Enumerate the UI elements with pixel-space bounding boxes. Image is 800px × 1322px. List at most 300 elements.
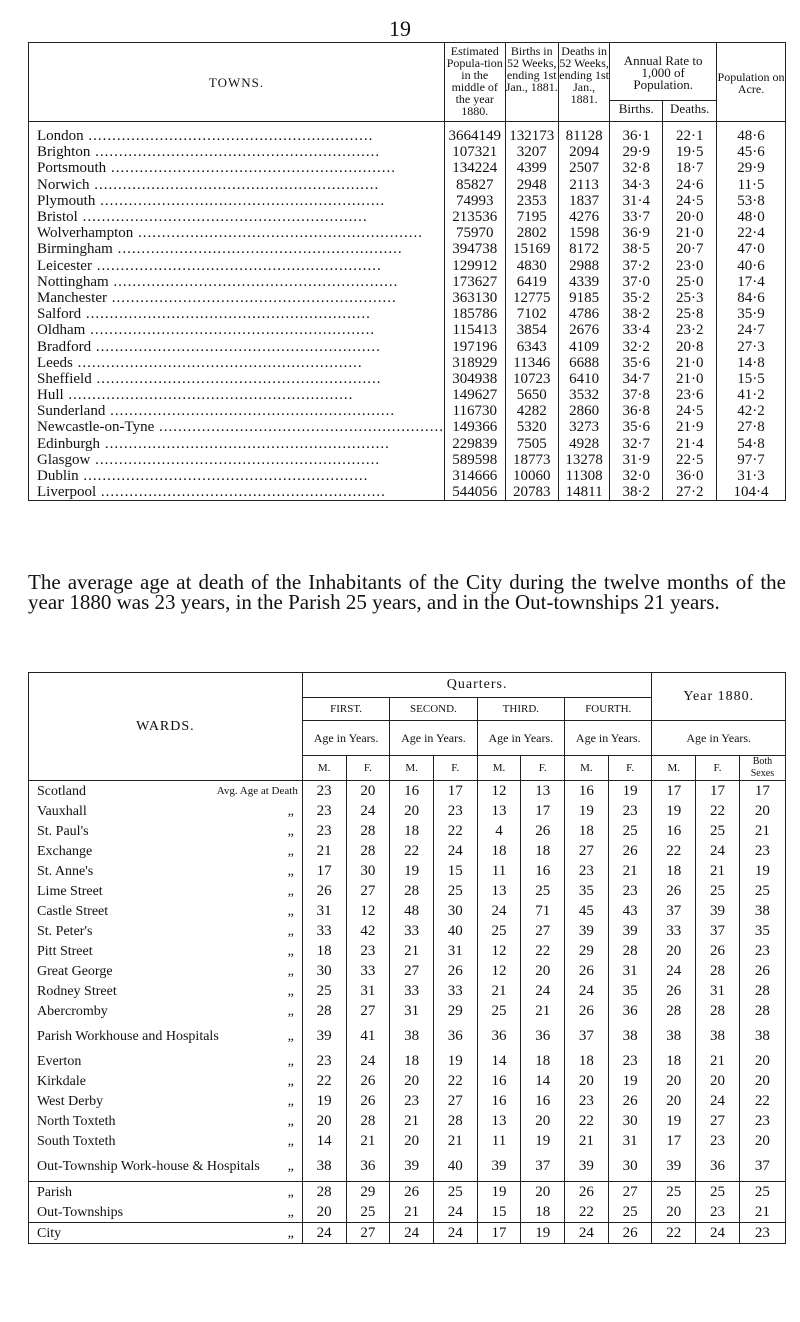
town-row xyxy=(29,209,786,225)
ward-value-cell: 26 xyxy=(565,1001,609,1021)
town-name: Newcastle-on-Tyne ..... xyxy=(37,419,444,435)
town-name-cell xyxy=(29,322,445,338)
ward-row xyxy=(29,1182,786,1203)
header-density: Population on Acre. xyxy=(717,43,786,122)
town-rb-cell: 35·6 xyxy=(610,355,663,371)
ward-value-cell: 18 xyxy=(302,941,346,961)
ward-value-cell: 29 xyxy=(346,1182,390,1203)
ward-name-cell xyxy=(29,901,303,921)
ward-value-cell: 30 xyxy=(433,901,477,921)
ward-value-cell: 36 xyxy=(608,1001,652,1021)
ward-value-cell: 12 xyxy=(477,941,521,961)
town-dens-cell: 104·4 xyxy=(717,484,786,501)
ditto-mark: „ xyxy=(287,803,294,819)
ward-name: Rodney Street xyxy=(37,983,117,999)
town-rb-cell: 35·6 xyxy=(610,419,663,435)
town-pop-cell: 74993 xyxy=(444,193,505,209)
ward-value-cell: 12 xyxy=(477,961,521,981)
ward-value-cell: 20 xyxy=(739,1051,785,1071)
ward-value-cell: 23 xyxy=(608,801,652,821)
town-row xyxy=(29,225,786,241)
ward-value-cell: 4 xyxy=(477,821,521,841)
town-name-cell xyxy=(29,258,445,274)
ward-value-cell: 26 xyxy=(608,841,652,861)
town-dens-cell: 29·9 xyxy=(717,160,786,176)
ward-value-cell: 13 xyxy=(477,801,521,821)
town-pop-cell: 185786 xyxy=(444,306,505,322)
ward-row xyxy=(29,881,786,901)
town-rd-cell: 23·0 xyxy=(663,258,717,274)
ward-value-cell: 18 xyxy=(521,1051,565,1071)
town-name-cell xyxy=(29,290,445,306)
ward-value-cell: 11 xyxy=(477,1131,521,1151)
town-births-cell: 7505 xyxy=(505,436,558,452)
town-rd-cell: 20·0 xyxy=(663,209,717,225)
ward-value-cell: 26 xyxy=(346,1071,390,1091)
ward-value-cell: 25 xyxy=(652,1182,696,1203)
header-f-q1: F. xyxy=(346,756,390,781)
ward-value-cell: 36 xyxy=(433,1021,477,1051)
ward-value-cell: 36 xyxy=(477,1021,521,1051)
ward-value-cell: 28 xyxy=(302,1182,346,1203)
town-dens-cell: 54·8 xyxy=(717,436,786,452)
ward-value-cell: 36 xyxy=(696,1151,740,1182)
town-rb-cell: 32·0 xyxy=(610,468,663,484)
ward-value-cell: 21 xyxy=(696,1051,740,1071)
town-row xyxy=(29,160,786,176)
ward-value-cell: 27 xyxy=(433,1091,477,1111)
town-births-cell: 5650 xyxy=(505,387,558,403)
ward-value-cell: 26 xyxy=(652,981,696,1001)
town-dens-cell: 11·5 xyxy=(717,177,786,193)
ward-value-cell: 27 xyxy=(346,1223,390,1244)
header-third: THIRD. xyxy=(477,698,564,721)
ward-value-cell: 20 xyxy=(652,1202,696,1223)
town-name: Oldham ..... xyxy=(37,322,375,338)
ward-value-cell: 25 xyxy=(739,1182,785,1203)
ward-value-cell: 18 xyxy=(565,821,609,841)
ditto-mark: „ xyxy=(287,843,294,859)
ward-value-cell: 17 xyxy=(433,781,477,802)
town-dens-cell: 47·0 xyxy=(717,241,786,257)
header-f-q2: F. xyxy=(433,756,477,781)
ward-value-cell: 23 xyxy=(565,861,609,881)
town-deaths-cell: 4339 xyxy=(559,274,610,290)
town-rd-cell: 25·0 xyxy=(663,274,717,290)
town-row xyxy=(29,387,786,403)
ward-value-cell: 38 xyxy=(739,1021,785,1051)
ward-value-cell: 17 xyxy=(302,861,346,881)
town-deaths-cell: 6688 xyxy=(559,355,610,371)
town-row xyxy=(29,403,786,419)
town-rd-cell: 24·5 xyxy=(663,403,717,419)
ditto-mark: „ xyxy=(287,943,294,959)
ward-value-cell: 29 xyxy=(433,1001,477,1021)
ward-value-cell: 25 xyxy=(608,821,652,841)
ward-value-cell: 21 xyxy=(739,1202,785,1223)
ward-value-cell: 28 xyxy=(652,1001,696,1021)
ward-value-cell: 26 xyxy=(608,1223,652,1244)
town-rb-cell: 32·7 xyxy=(610,436,663,452)
town-rd-cell: 23·6 xyxy=(663,387,717,403)
town-deaths-cell: 3273 xyxy=(559,419,610,435)
ward-name: Abercromby xyxy=(37,1003,108,1019)
town-pop-cell: 304938 xyxy=(444,371,505,387)
town-births-cell: 2802 xyxy=(505,225,558,241)
town-pop-cell: 149627 xyxy=(444,387,505,403)
ward-value-cell: 26 xyxy=(346,1091,390,1111)
header-m-q3: M. xyxy=(477,756,521,781)
town-dens-cell: 48·0 xyxy=(717,209,786,225)
towns-table-body xyxy=(29,122,786,501)
ward-value-cell: 30 xyxy=(608,1151,652,1182)
town-births-cell: 5320 xyxy=(505,419,558,435)
town-dens-cell: 15·5 xyxy=(717,371,786,387)
ward-value-cell: 22 xyxy=(696,801,740,821)
ward-value-cell: 19 xyxy=(608,781,652,802)
ward-value-cell: 28 xyxy=(390,881,434,901)
town-name: Plymouth ..... xyxy=(37,193,385,209)
town-pop-cell: 75970 xyxy=(444,225,505,241)
town-deaths-cell: 4786 xyxy=(559,306,610,322)
ward-value-cell: 28 xyxy=(346,841,390,861)
town-row xyxy=(29,274,786,290)
ward-value-cell: 23 xyxy=(739,841,785,861)
town-name: Wolverhampton ..... xyxy=(37,225,423,241)
town-pop-cell: 134224 xyxy=(444,160,505,176)
town-deaths-cell: 4109 xyxy=(559,338,610,354)
town-rb-cell: 36·8 xyxy=(610,403,663,419)
ward-value-cell: 20 xyxy=(521,961,565,981)
ward-value-cell: 25 xyxy=(302,981,346,1001)
ward-row xyxy=(29,961,786,981)
ward-name: Lime Street xyxy=(37,883,103,899)
ward-value-cell: 19 xyxy=(521,1131,565,1151)
town-dens-cell: 35·9 xyxy=(717,306,786,322)
town-births-cell: 2948 xyxy=(505,177,558,193)
town-rb-cell: 29·9 xyxy=(610,144,663,160)
town-births-cell: 7102 xyxy=(505,306,558,322)
town-name: Bradford ..... xyxy=(37,339,381,355)
town-pop-cell: 107321 xyxy=(444,144,505,160)
ward-name-cell xyxy=(29,981,303,1001)
ward-value-cell: 23 xyxy=(739,1223,785,1244)
town-name: Sheffield ..... xyxy=(37,371,381,387)
ward-value-cell: 16 xyxy=(477,1071,521,1091)
header-f-q5: F. xyxy=(696,756,740,781)
ditto-mark: „ xyxy=(287,1133,294,1149)
ward-value-cell: 16 xyxy=(652,821,696,841)
header-m-q2: M. xyxy=(390,756,434,781)
header-m-q4: M. xyxy=(565,756,609,781)
town-rd-cell: 21·0 xyxy=(663,225,717,241)
town-deaths-cell: 9185 xyxy=(559,290,610,306)
town-rb-cell: 31·4 xyxy=(610,193,663,209)
ward-value-cell: 31 xyxy=(433,941,477,961)
town-row xyxy=(29,371,786,387)
town-pop-cell: 116730 xyxy=(444,403,505,419)
ward-value-cell: 28 xyxy=(346,821,390,841)
ward-value-cell: 30 xyxy=(302,961,346,981)
ward-value-cell: 39 xyxy=(390,1151,434,1182)
town-pop-cell: 394738 xyxy=(444,241,505,257)
town-deaths-cell: 2113 xyxy=(559,177,610,193)
ward-name-cell xyxy=(29,941,303,961)
town-dens-cell: 45·6 xyxy=(717,144,786,160)
town-dens-cell: 24·7 xyxy=(717,322,786,338)
town-rd-cell: 19·5 xyxy=(663,144,717,160)
ward-value-cell: 21 xyxy=(302,841,346,861)
town-deaths-cell: 1837 xyxy=(559,193,610,209)
town-dens-cell: 84·6 xyxy=(717,290,786,306)
ward-value-cell: 20 xyxy=(346,781,390,802)
ditto-mark: „ xyxy=(287,1003,294,1019)
ward-name-cell xyxy=(29,821,303,841)
ward-name: Vauxhall xyxy=(37,803,87,819)
ward-name: South Toxteth xyxy=(37,1133,116,1149)
ditto-mark: „ xyxy=(287,1184,294,1200)
ward-value-cell: 43 xyxy=(608,901,652,921)
town-rb-cell: 37·8 xyxy=(610,387,663,403)
ward-name: Parish xyxy=(37,1184,72,1200)
ward-value-cell: 18 xyxy=(565,1051,609,1071)
ward-value-cell: 14 xyxy=(477,1051,521,1071)
ward-value-cell: 24 xyxy=(652,961,696,981)
ward-name: Parish Workhouse and Hospitals xyxy=(37,1028,219,1044)
town-name-cell xyxy=(29,419,445,435)
ward-value-cell: 38 xyxy=(608,1021,652,1051)
town-rd-cell: 22·1 xyxy=(663,122,717,145)
ward-value-cell: 21 xyxy=(608,861,652,881)
ward-value-cell: 28 xyxy=(433,1111,477,1131)
header-towns: TOWNS. xyxy=(29,43,445,122)
town-deaths-cell: 3532 xyxy=(559,387,610,403)
town-row xyxy=(29,338,786,354)
town-name: Liverpool ..... xyxy=(37,484,386,500)
town-rd-cell: 25·8 xyxy=(663,306,717,322)
town-name: Hull ..... xyxy=(37,387,353,403)
town-births-cell: 4399 xyxy=(505,160,558,176)
ward-value-cell: 25 xyxy=(696,881,740,901)
ward-value-cell: 20 xyxy=(739,801,785,821)
town-births-cell: 7195 xyxy=(505,209,558,225)
ward-value-cell: 22 xyxy=(739,1091,785,1111)
ward-value-cell: 38 xyxy=(739,901,785,921)
ward-value-cell: 39 xyxy=(652,1151,696,1182)
town-rb-cell: 32·8 xyxy=(610,160,663,176)
ward-value-cell: 21 xyxy=(477,981,521,1001)
ward-value-cell: 31 xyxy=(390,1001,434,1021)
ward-row xyxy=(29,1001,786,1021)
ward-value-cell: 23 xyxy=(739,941,785,961)
ward-value-cell: 23 xyxy=(346,941,390,961)
ward-value-cell: 24 xyxy=(433,1223,477,1244)
ward-name-cell xyxy=(29,961,303,981)
ward-row xyxy=(29,821,786,841)
town-pop-cell: 3664149 xyxy=(444,122,505,145)
average-age-paragraph: The average age at death of the Inhabitants of the City during the twelve months of the year 1880 was 23 years, in the Parish 25 years, and in the Out-townships 21 years. xyxy=(28,570,786,614)
ward-value-cell: 11 xyxy=(477,861,521,881)
ward-name-cell xyxy=(29,1151,303,1182)
ward-value-cell: 27 xyxy=(390,961,434,981)
ward-value-cell: 39 xyxy=(302,1021,346,1051)
ward-value-cell: 25 xyxy=(696,1182,740,1203)
ward-value-cell: 24 xyxy=(302,1223,346,1244)
town-rd-cell: 21·4 xyxy=(663,436,717,452)
ward-value-cell: 19 xyxy=(433,1051,477,1071)
ward-name-cell xyxy=(29,1223,303,1244)
town-rd-cell: 27·2 xyxy=(663,484,717,501)
ditto-mark: „ xyxy=(287,923,294,939)
ward-value-cell: 20 xyxy=(390,1071,434,1091)
town-rb-cell: 33·7 xyxy=(610,209,663,225)
town-dens-cell: 27·8 xyxy=(717,419,786,435)
ward-value-cell: 16 xyxy=(521,1091,565,1111)
ward-value-cell: 13 xyxy=(477,1111,521,1131)
town-name-cell xyxy=(29,387,445,403)
ward-value-cell: 39 xyxy=(565,1151,609,1182)
town-name: Norwich ..... xyxy=(37,177,379,193)
page-number: 19 xyxy=(389,16,411,41)
town-name-cell xyxy=(29,468,445,484)
ward-value-cell: 25 xyxy=(696,821,740,841)
ward-value-cell: 19 xyxy=(739,861,785,881)
ward-name: North Toxteth xyxy=(37,1113,116,1129)
header-quarters: Quarters. xyxy=(302,673,652,698)
ward-value-cell: 17 xyxy=(477,1223,521,1244)
ward-value-cell: 37 xyxy=(696,921,740,941)
town-row xyxy=(29,452,786,468)
header-m-q5: M. xyxy=(652,756,696,781)
town-rb-cell: 34·3 xyxy=(610,177,663,193)
ward-row xyxy=(29,901,786,921)
ward-value-cell: 28 xyxy=(346,1111,390,1131)
ward-value-cell: 25 xyxy=(433,881,477,901)
ward-value-cell: 37 xyxy=(521,1151,565,1182)
ward-value-cell: 33 xyxy=(652,921,696,941)
town-rd-cell: 23·2 xyxy=(663,322,717,338)
ward-name: Everton xyxy=(37,1053,82,1069)
ward-value-cell: 24 xyxy=(565,981,609,1001)
town-name: Dublin ..... xyxy=(37,468,368,484)
town-pop-cell: 129912 xyxy=(444,258,505,274)
ward-row xyxy=(29,861,786,881)
town-name: Salford ..... xyxy=(37,306,371,322)
ward-value-cell: 24 xyxy=(696,1091,740,1111)
town-name: Leicester ..... xyxy=(37,258,382,274)
ward-value-cell: 20 xyxy=(302,1111,346,1131)
town-births-cell: 3207 xyxy=(505,144,558,160)
ward-value-cell: 23 xyxy=(302,821,346,841)
town-row xyxy=(29,193,786,209)
ward-value-cell: 20 xyxy=(390,801,434,821)
town-rd-cell: 36·0 xyxy=(663,468,717,484)
ward-value-cell: 28 xyxy=(302,1001,346,1021)
town-dens-cell: 40·6 xyxy=(717,258,786,274)
ward-value-cell: 21 xyxy=(565,1131,609,1151)
ward-value-cell: 28 xyxy=(696,961,740,981)
ward-value-cell: 27 xyxy=(346,1001,390,1021)
ward-value-cell: 20 xyxy=(521,1182,565,1203)
town-name-cell xyxy=(29,452,445,468)
town-row xyxy=(29,306,786,322)
ward-value-cell: 26 xyxy=(652,881,696,901)
ward-value-cell: 36 xyxy=(346,1151,390,1182)
town-births-cell: 18773 xyxy=(505,452,558,468)
ward-value-cell: 22 xyxy=(433,1071,477,1091)
ward-value-cell: 18 xyxy=(477,841,521,861)
ward-value-cell: 27 xyxy=(608,1182,652,1203)
town-name: Nottingham ..... xyxy=(37,274,398,290)
ward-value-cell: 28 xyxy=(739,1001,785,1021)
ward-name-cell xyxy=(29,781,303,802)
town-name-cell xyxy=(29,225,445,241)
ward-value-cell: 33 xyxy=(390,981,434,1001)
town-rb-cell: 37·0 xyxy=(610,274,663,290)
ditto-mark: „ xyxy=(287,1093,294,1109)
ward-value-cell: 18 xyxy=(652,861,696,881)
ward-value-cell: 24 xyxy=(477,901,521,921)
ward-value-cell: 23 xyxy=(302,801,346,821)
ward-row xyxy=(29,801,786,821)
header-age-q4: Age in Years. xyxy=(565,721,652,756)
town-deaths-cell: 11308 xyxy=(559,468,610,484)
ward-name: Castle Street xyxy=(37,903,109,919)
ditto-mark: „ xyxy=(287,983,294,999)
ward-value-cell: 19 xyxy=(390,861,434,881)
ward-value-cell: 19 xyxy=(608,1071,652,1091)
ward-name-cell xyxy=(29,881,303,901)
ward-value-cell: 31 xyxy=(608,1131,652,1151)
ward-value-cell: 41 xyxy=(346,1021,390,1051)
ward-value-cell: 48 xyxy=(390,901,434,921)
ward-value-cell: 23 xyxy=(302,781,346,802)
town-name-cell xyxy=(29,274,445,290)
ward-name: St. Anne's xyxy=(37,863,94,879)
ward-value-cell: 28 xyxy=(696,1001,740,1021)
ward-value-cell: 33 xyxy=(433,981,477,1001)
ward-value-cell: 28 xyxy=(608,941,652,961)
ward-value-cell: 20 xyxy=(521,1111,565,1131)
town-rd-cell: 25·3 xyxy=(663,290,717,306)
town-name-cell xyxy=(29,122,445,145)
header-fourth: FOURTH. xyxy=(565,698,652,721)
town-name: Bristol ..... xyxy=(37,209,368,225)
ward-name: Great George xyxy=(37,963,113,979)
ward-value-cell: 17 xyxy=(652,1131,696,1151)
town-rd-cell: 20·8 xyxy=(663,338,717,354)
ward-value-cell: 21 xyxy=(696,861,740,881)
town-rd-cell: 20·7 xyxy=(663,241,717,257)
town-pop-cell: 149366 xyxy=(444,419,505,435)
town-name: Sunderland ..... xyxy=(37,403,395,419)
ward-value-cell: 19 xyxy=(302,1091,346,1111)
town-rb-cell: 33·4 xyxy=(610,322,663,338)
avg-age-label: Avg. Age at Death xyxy=(216,784,298,797)
ward-name: Pitt Street xyxy=(37,943,93,959)
ward-value-cell: 20 xyxy=(739,1071,785,1091)
ward-value-cell: 29 xyxy=(565,941,609,961)
town-row xyxy=(29,436,786,452)
ward-value-cell: 38 xyxy=(696,1021,740,1051)
wards-table-body xyxy=(29,781,786,1244)
town-pop-cell: 544056 xyxy=(444,484,505,501)
town-births-cell: 15169 xyxy=(505,241,558,257)
ward-value-cell: 19 xyxy=(652,1111,696,1131)
town-deaths-cell: 2988 xyxy=(559,258,610,274)
ditto-mark: „ xyxy=(287,1073,294,1089)
town-dens-cell: 53·8 xyxy=(717,193,786,209)
